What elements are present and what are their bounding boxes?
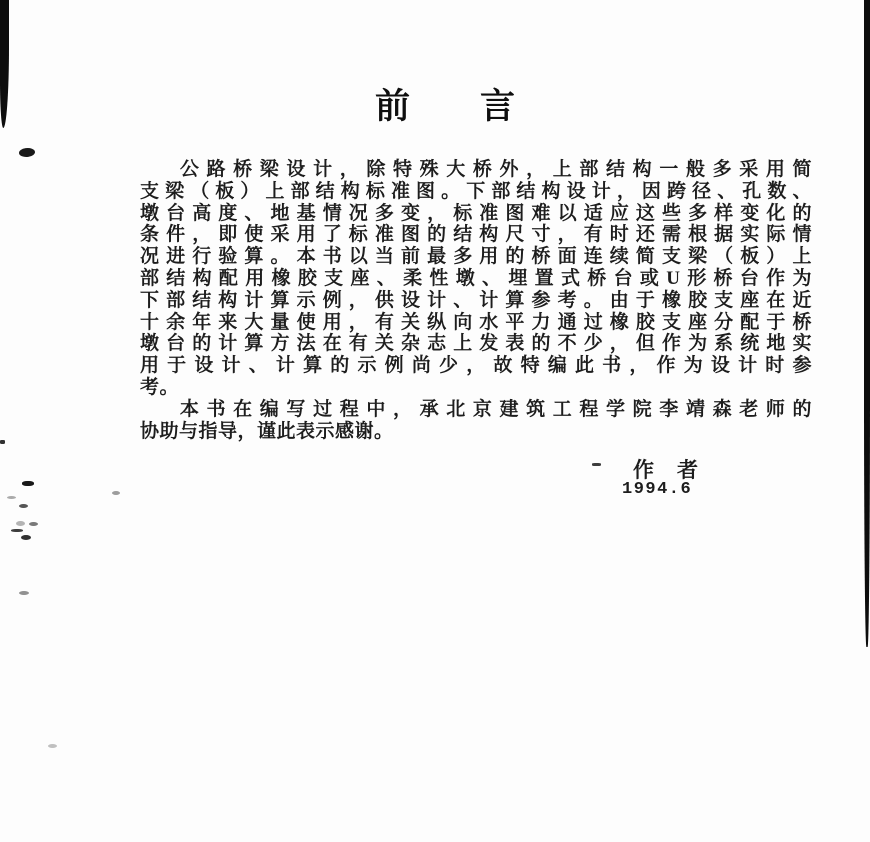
text-line: 下部结构计算示例，供设计、计算参考。由于橡胶支座在近	[140, 289, 812, 311]
text-line: 条件，即使采用了标准图的结构尺寸，有时还需根据实际情	[140, 224, 812, 246]
text-line: 墩台的计算方法在有关杂志上发表的不少，但作为系统地实	[140, 333, 812, 355]
preface-body	[140, 159, 812, 442]
scan-edge-bar-right	[864, 0, 870, 647]
page-title: 前 言	[374, 87, 515, 126]
ink-speck	[7, 496, 16, 499]
text-line: 部结构配用橡胶支座、柔性墩、埋置式桥台或U形桥台作为	[140, 267, 812, 289]
ink-speck	[21, 535, 31, 540]
signature-dash	[592, 463, 601, 466]
ink-speck	[0, 440, 5, 444]
text-line: 协助与指导，谨此表示感谢。	[140, 420, 394, 442]
text-line: 公路桥梁设计，除特殊大桥外，上部结构一般多采用简	[179, 159, 812, 180]
ink-speck	[29, 522, 38, 526]
signature-date: 1994.6	[622, 480, 693, 499]
ink-speck	[19, 591, 29, 595]
ink-blob	[18, 147, 35, 158]
scan-edge-bar-left	[0, 0, 9, 128]
text-line: 墩台高度、地基情况多变，标准图难以适应这些多样变化的	[140, 202, 812, 224]
text-line: 况进行验算。本书以当前最多用的桥面连续简支梁（板）上	[140, 246, 812, 268]
ink-speck	[22, 481, 34, 486]
text-line: 支梁（板）上部结构标准图。下部结构设计，因跨径、孔数、	[140, 180, 812, 202]
author-signature: 作 者	[633, 458, 699, 482]
ink-speck	[48, 744, 57, 748]
ink-speck	[112, 491, 120, 495]
text-line: 十余年来大量使用，有关纵向水平力通过橡胶支座分配于桥	[140, 311, 812, 333]
text-line: 考。	[140, 376, 180, 398]
ink-speck	[11, 529, 23, 532]
text-line: 用于设计、计算的示例尚少，故特编此书，作为设计时参	[140, 355, 812, 377]
text-line: 本书在编写过程中，承北京建筑工程学院李靖森老师的	[179, 398, 812, 420]
ink-speck	[16, 521, 25, 526]
ink-speck	[19, 504, 28, 508]
